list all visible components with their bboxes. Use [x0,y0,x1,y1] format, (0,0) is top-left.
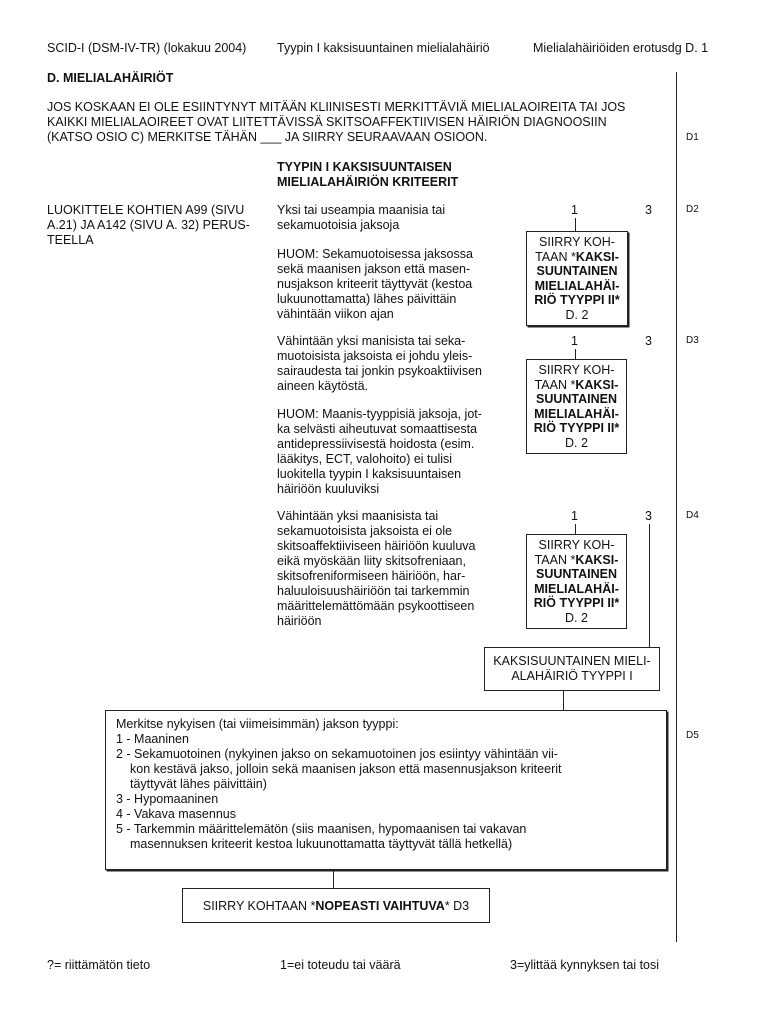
episode-type-title: Merkitse nykyisen (tai viimeisimmän) jakson tyyppi: [116,717,399,731]
goto-line5: RIÖ TYYPPI II* [533,421,620,435]
header-center: Tyypin I kaksisuuntainen mielialahäiriö [277,41,490,55]
goto-line2-bold: KAKSI- [575,377,619,392]
episode-type-item-1[interactable]: 1 - Maaninen [116,732,189,746]
goto-line2 [527,553,626,568]
d4-score-3[interactable]: 3 [645,509,652,523]
goto-line3: SUUNTAINEN [535,567,618,581]
episode-type-item-5[interactable]: 5 - Tarkemmin määrittelemätön (siis maanisen, hypomaanisen tai vakavan masennuksen kriteerit kestoa lukuunottamatta täyttyvät tällä hetkellä) [116,822,527,851]
code-d3: D3 [686,335,699,346]
d2-score-1[interactable]: 1 [571,203,578,217]
criteria-title: TYYPIN I KAKSISUUNTAISEN MIELIALAHÄIRIÖN KRITEERIT [277,160,459,189]
criterion-d3-text: Vähintään yksi manisista tai seka- muotoisista jaksoista ei johdu yleis- sairaudesta tai jonkin psykoaktiivisen aineen käytöstä. [277,334,482,393]
goto-line3: SUUNTAINEN [536,264,618,278]
footer-center: 1=ei toteudu tai väärä [280,958,401,972]
code-d5: D5 [686,730,699,741]
criterion-d3-note: HUOM: Maanis-tyyppisiä jaksoja, jot- ka selvästi aiheutuvat somaattisesta antidepressiivisestä hoidosta (esim. lääkitys, ECT, valohoito) ei tulisi luokitella tyypin I kaksisuuntaisen häiriöön kuuluviksi [277,407,482,496]
classify-instruction: LUOKITTELE KOHTIEN A99 (SIVU A.21) JA A142 (SIVU A. 32) PERUS- TEELLA [47,203,250,247]
final-goto-prefix: SIIRRY KOHTAAN * [202,899,316,913]
code-d1: D1 [686,132,699,143]
type-to-final-line [333,870,334,889]
result-to-type-line [563,691,564,711]
goto-line5: RIÖ TYYPPI II* [534,293,620,307]
episode-type-item-3[interactable]: 3 - Hypomaaninen [116,792,219,806]
d3-score-3[interactable]: 3 [645,334,652,348]
footer-left: ?= riittämätön tieto [47,958,151,972]
goto-line4: MIELIALAHÄI- [534,581,619,596]
goto-line2 [527,250,627,265]
header-left: SCID-I (DSM-IV-TR) (lokakuu 2004) [47,41,247,55]
final-goto-box [182,888,490,923]
header-right: Mielialahäiriöiden erotusdg D. 1 [533,41,709,55]
intro-text: JOS KOSKAAN EI OLE ESIINTYNYT MITÄÄN KLIINISESTI MERKITTÄVIÄ MIELIALAOIREITA TAI JOS KAIKKI MIELIALAOIREET OVAT LIITETTÄVISSÄ SKITSOAFFEKTIIVISEN HÄIRIÖN DIAGNOOSIIN (KATSO OSIO C) MERKITSE TÄHÄN ___ JA SIIRRY SEURAAVAAN OSIOON. [47,100,626,144]
goto-line2-plain: TAAN * [535,249,576,264]
d4-goto-type2-box [526,534,627,629]
criterion-d2-note: HUOM: Sekamuotoisessa jaksossa sekä maanisen jakson että masen- nusjakson kriteerit täyttyvät (kestoa lukuunottamatta) lähes päivittäin vähintään viikon ajan [277,247,473,321]
d2-score-3[interactable]: 3 [645,203,652,217]
code-d4: D4 [686,510,699,521]
d3-score-1[interactable]: 1 [571,334,578,348]
d4-score-1[interactable]: 1 [571,509,578,523]
criterion-d4-text: Vähintään yksi maanisista tai sekamuotoisista jaksoista ei ole skitsoaffektiiviseen häiriöön kuuluva eikä myöskään liity skitsofreniaan, skitsofreniformiseen häiriöön, har- haluuloisuushäiriöön tai tarkemmin määrittelemättömään psykoottiseen häiriöön [277,509,476,628]
goto-line6: D. 2 [565,307,589,322]
goto-line2-bold: KAKSI- [575,552,619,567]
section-title: D. MIELIALAHÄIRIÖT [47,71,174,85]
footer-right: 3=ylittää kynnyksen tai tosi [510,958,660,972]
d3-goto-type2-box [526,359,627,454]
goto-line3: SUUNTAINEN [535,392,618,406]
goto-line6: D. 2 [565,610,588,625]
goto-line1: SIIRRY KOH- [539,235,615,249]
final-goto-suffix: * D3 [444,899,470,913]
result-type1-box: KAKSISUUNTAINEN MIELI- ALAHÄIRIÖ TYYPPI I [484,647,660,691]
goto-line4: MIELIALAHÄI- [534,278,620,293]
goto-line2-plain: TAAN * [534,552,576,567]
goto-line1: SIIRRY KOH- [538,363,615,377]
episode-type-box [105,710,667,870]
goto-line2-plain: TAAN * [534,377,576,392]
goto-line5: RIÖ TYYPPI II* [533,596,620,610]
goto-line1: SIIRRY KOH- [538,538,615,552]
episode-type-item-4[interactable]: 4 - Vakava masennus [116,807,236,821]
goto-line2 [527,378,626,393]
goto-line2-bold: KAKSI- [575,249,619,264]
right-vertical-rule [676,72,677,942]
goto-line4: MIELIALAHÄI- [534,406,619,421]
score3-flow-line [649,524,650,648]
episode-type-item-2[interactable]: 2 - Sekamuotoinen (nykyinen jakso on sekamuotoinen jos esiintyy vähintään vii- kon kestävä jakso, jolloin sekä maanisen jakson että masennusjakson kriteerit täyttyvät lähes päivittäin) [116,747,562,791]
goto-line6: D. 2 [565,435,588,450]
code-d2: D2 [686,204,699,215]
final-goto-bold: NOPEASTI VAIHTUVA [315,899,445,913]
d2-goto-type2-box [526,231,628,326]
d2-connector [575,218,576,232]
criterion-d2-text: Yksi tai useampia maanisia tai sekamuotoisia jaksoja [277,203,446,232]
